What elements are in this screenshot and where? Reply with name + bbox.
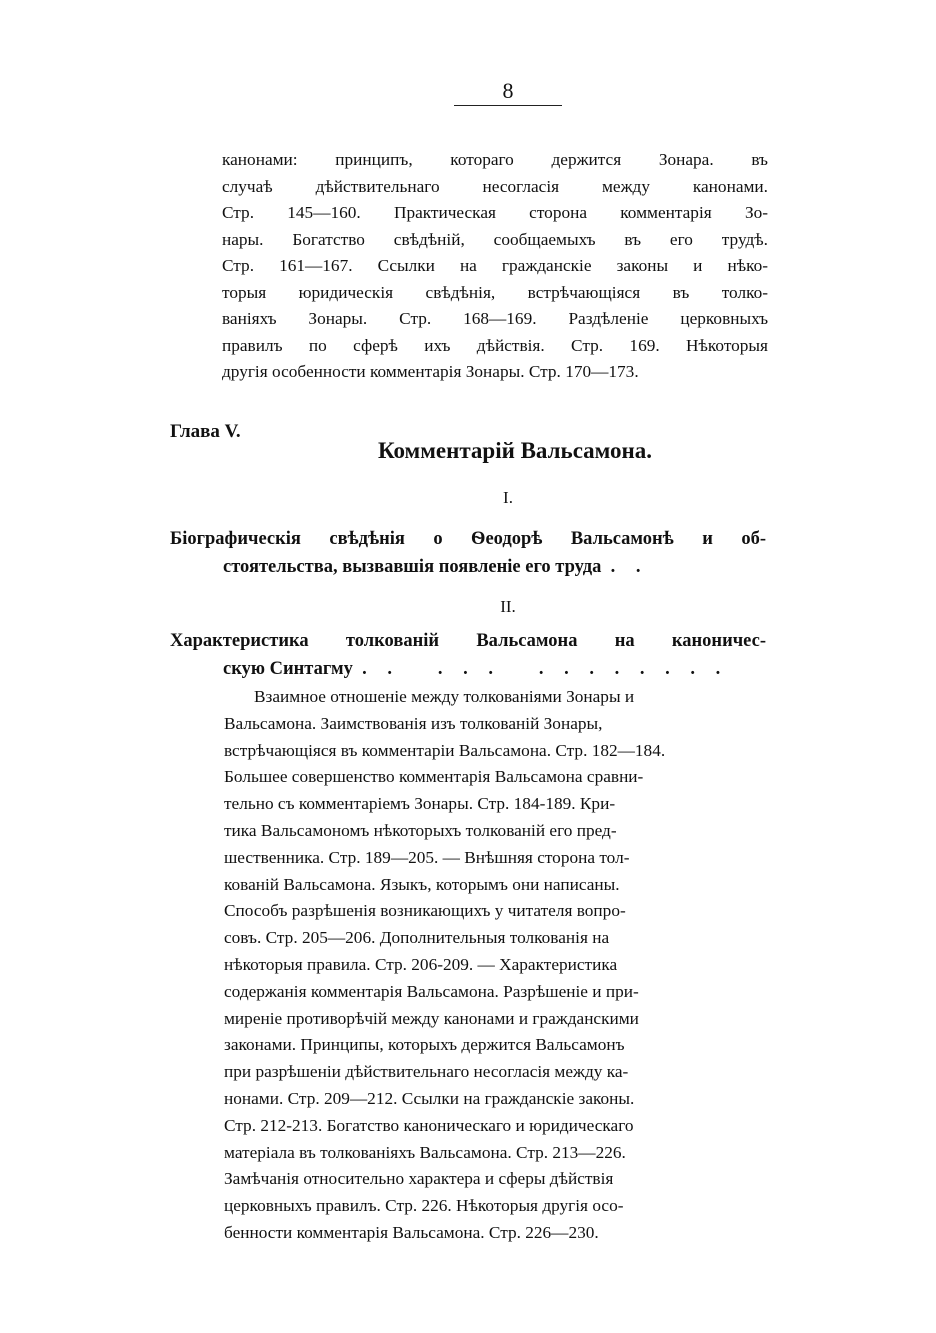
- section-1-heading: [170, 525, 766, 581]
- section-1-heading-line1: Біографическія свѣдѣнія о Ѳеодорѣ Вальсамонѣ и об-: [170, 529, 766, 549]
- section-2-body-line: бенности комментарія Вальсамона. Стр. 226—230.: [224, 1222, 599, 1242]
- page-number-rule: [454, 105, 562, 106]
- section-2-body-line: тика Вальсамономъ нѣкоторыхъ толкованій его пред-: [224, 820, 617, 840]
- intro-line: канонами: принципъ, котораго держится Зонара. въ: [222, 150, 768, 169]
- leader-dots: . . . . . . . . . . . . .: [362, 659, 729, 679]
- intro-line: правилъ по сферѣ ихъ дѣйствія. Стр. 169. Нѣкоторыя: [222, 335, 768, 355]
- page-number: 8: [502, 78, 514, 103]
- intro-line: Стр. 145—160. Практическая сторона комментарія Зо-: [222, 203, 768, 222]
- section-2-body-line: содержанія комментарія Вальсамона. Разрѣшеніе и при-: [224, 981, 639, 1001]
- intro-line: торыя юридическія свѣдѣнія, встрѣчающіяся въ толко-: [222, 282, 768, 302]
- section-2-body-line: Стр. 212-213. Богатство каноническаго и юридическаго: [224, 1115, 634, 1135]
- section-2-body-line: Замѣчанія относительно характера и сферы дѣйствія: [224, 1169, 614, 1189]
- section-2-body-line: встрѣчающіяся въ комментаріи Вальсамона. Стр. 182—184.: [224, 740, 666, 760]
- chapter-title: Комментарій Вальсамона.: [377, 438, 653, 463]
- section-2-body-line: при разрѣшеніи дѣйствительнаго несогласія между ка-: [224, 1062, 629, 1082]
- section-2-body-line: матеріала въ толкованіяхъ Вальсамона. Стр. 213—226.: [224, 1142, 626, 1162]
- section-2-body-line: Большее совершенство комментарія Вальсамона сравни-: [224, 767, 644, 787]
- section-2-body-line: совъ. Стр. 205—206. Дополнительныя толкованія на: [224, 928, 610, 948]
- leader-dots: . .: [610, 557, 649, 577]
- section-2-body-line: нонами. Стр. 209—212. Ссылки на гражданскіе законы.: [224, 1088, 635, 1108]
- intro-paragraph: [222, 147, 768, 386]
- section-2-heading-line2: скую Синтагму . . . . . . . . . . . . .: [223, 659, 729, 679]
- section-2-body-line: законами. Принципы, которыхъ держится Вальсамонъ: [224, 1035, 625, 1055]
- intro-line: ваніяхъ Зонары. Стр. 168—169. Раздѣленіе церковныхъ: [222, 309, 768, 328]
- intro-line: Стр. 161—167. Ссылки на гражданскіе законы и нѣко-: [222, 256, 768, 275]
- intro-line: случаѣ дѣйствительнаго несогласія между канонами.: [222, 176, 768, 196]
- section-2-heading: [170, 627, 766, 683]
- intro-line: нары. Богатство свѣдѣній, сообщаемыхъ въ его трудѣ.: [222, 229, 768, 249]
- section-2-body-line: шественника. Стр. 189—205. — Внѣшняя сторона тол-: [224, 847, 630, 867]
- chapter-label: Глава V.: [170, 421, 241, 442]
- intro-line: другія особенности комментарія Зонары. Стр. 170—173.: [222, 362, 639, 381]
- section-2-heading-line1: Характеристика толкованій Вальсамона на каноничес-: [170, 631, 766, 651]
- section-2-body-line: Вальсамона. Заимствованія изъ толкованій Зонары,: [224, 713, 603, 733]
- section-2-body-line: Способъ разрѣшенія возникающихъ у читателя вопро-: [224, 901, 626, 921]
- section-2-body-line: Взаимное отношеніе между толкованіями Зонары и: [254, 687, 635, 706]
- section-2-body-line: нѣкоторыя правила. Стр. 206-209. — Характеристика: [224, 954, 618, 974]
- section-2-numeral: II.: [500, 597, 516, 616]
- section-2-body-line: церковныхъ правилъ. Стр. 226. Нѣкоторыя другія осо-: [224, 1196, 624, 1216]
- section-2-body-line: тельно съ комментаріемъ Зонары. Стр. 184-189. Кри-: [224, 794, 616, 814]
- section-1-heading-line2: стоятельства, вызвавшія появленіе его труда . .: [223, 557, 649, 577]
- section-2-body-line: кованій Вальсамона. Языкъ, которымъ они написаны.: [224, 874, 620, 894]
- section-2-body: [224, 684, 770, 1247]
- section-2-body-line: миреніе противорѣчій между канонами и гражданскими: [224, 1008, 639, 1028]
- section-1-numeral: I.: [503, 488, 513, 507]
